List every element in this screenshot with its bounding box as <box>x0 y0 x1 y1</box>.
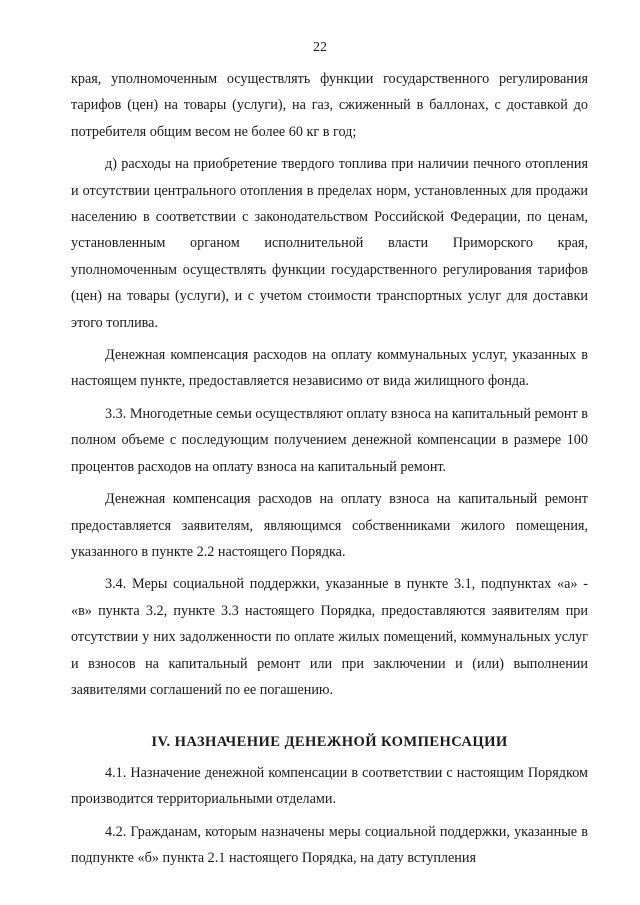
paragraph-compensation-repair: Денежная компенсация расходов на оплату взноса на капитальный ремонт предоставляется заявителям, являющимся собственниками жилого помещения, указанного в пункте 2.2 настоящего Порядка. <box>71 491 588 560</box>
document-body <box>71 66 588 877</box>
paragraph-compensation-utilities: Денежная компенсация расходов на оплату коммунальных услуг, указанных в настоящем пункте, предоставляется независимо от вида жилищного фонда. <box>71 347 588 390</box>
paragraph-3-3: 3.3. Многодетные семьи осуществляют оплату взноса на капитальный ремонт в полном объеме с последующим получением денежной компенсации в размере 100 процентов расходов на оплату взноса на капитальный ремонт. <box>71 405 588 475</box>
paragraph-continuation: края, уполномоченным осуществлять функции государственного регулирования тарифов (цен) на товары (услуги), на газ, сжиженный в баллонах, с доставкой до потребителя общим весом не более 60 кг в год; <box>71 71 588 140</box>
paragraph-4-2: 4.2. Гражданам, которым назначены меры социальной поддержки, указанные в подпункте «б» пункта 2.1 настоящего Порядка, на дату вступления <box>71 823 588 866</box>
section-heading: IV. НАЗНАЧЕНИЕ ДЕНЕЖНОЙ КОМПЕНСАЦИИ <box>151 734 508 751</box>
paragraph-4-1: 4.1. Назначение денежной компенсации в соответствии с настоящим Порядком производится территориальными отделами. <box>71 764 588 808</box>
paragraph-3-4: 3.4. Меры социальной поддержки, указанные в пункте 3.1, подпунктах «а» - «в» пункта 3.2, пункте 3.3 настоящего Порядка, предоставляются заявителям при отсутствии у них задолженности по оплате жилых помещений, коммунальных услуг и взносов на капитальный ремонт или при заключении и (или) выполнении заявителями соглашений по ее погашению. <box>71 576 588 698</box>
page-number: 22 <box>313 40 327 55</box>
paragraph-subitem-d: д) расходы на приобретение твердого топлива при наличии печного отопления и отсутствии центрального отопления в пределах норм, установленных для продажи населению в соответствии с законодательством Российской Федерации, по ценам, установленным органом исполнительной власти Приморского края, уполномоченным осуществлять функции государственного регулирования тарифов (цен) на товары (услуги), и с учетом стоимости транспортных услуг для доставки этого топлива. <box>71 156 588 331</box>
